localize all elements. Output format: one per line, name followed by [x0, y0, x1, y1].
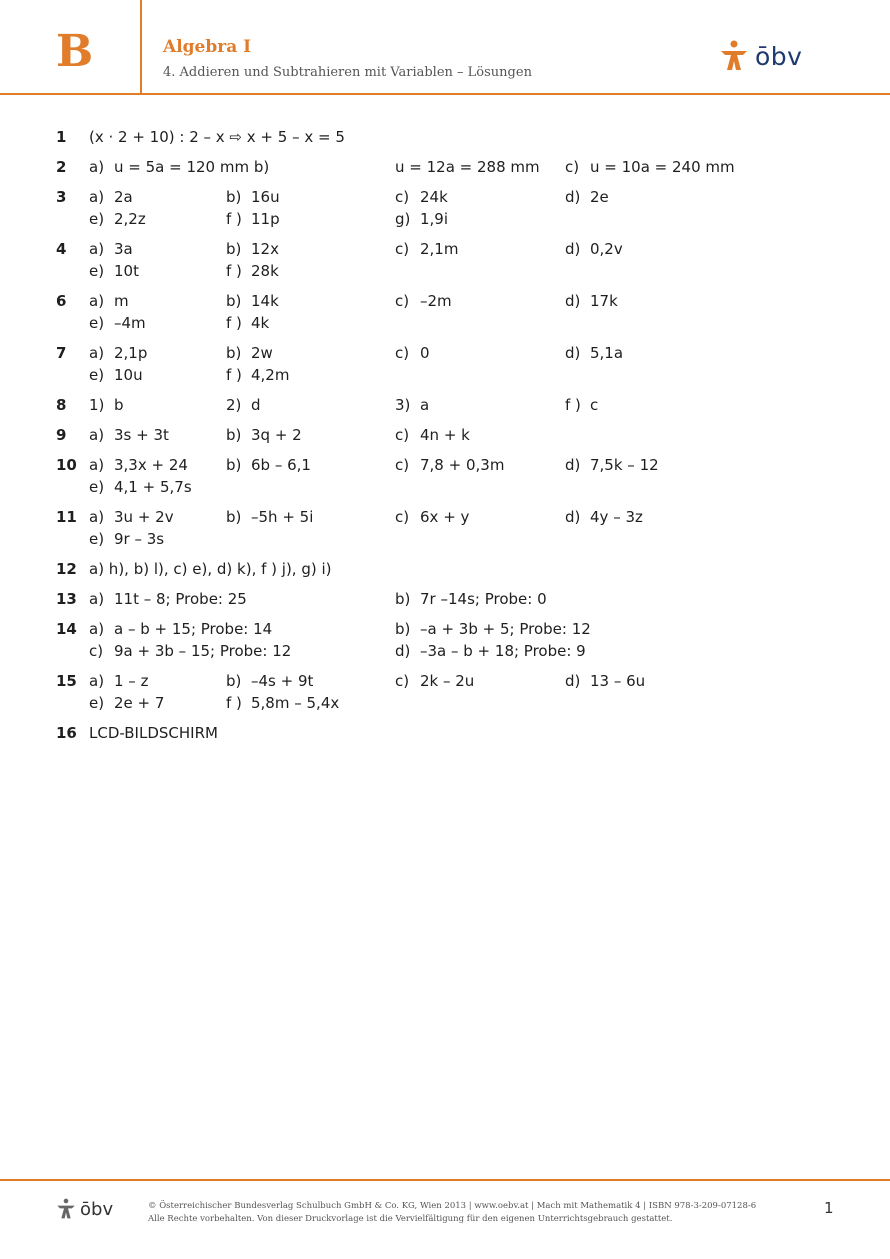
answer-cell — [395, 238, 458, 260]
answer-label: e) — [89, 530, 105, 548]
answer-cell — [89, 618, 272, 640]
answer-label: d) — [565, 292, 581, 310]
answer-text: 2k – 2u — [420, 672, 475, 690]
answer-label: f ) — [226, 262, 242, 280]
answer-cell — [565, 238, 623, 260]
answer-label: b) — [226, 188, 242, 206]
answer-text: 11p — [251, 210, 280, 228]
exercise-number: 9 — [56, 426, 67, 444]
answer-label: e) — [89, 366, 105, 384]
answer-text: 0,2v — [590, 240, 623, 258]
answer-text: 4k — [251, 314, 270, 332]
solution-row — [56, 312, 856, 334]
answer-label: f ) — [226, 210, 242, 228]
answer-text: 6x + y — [420, 508, 470, 526]
answer-cell — [226, 342, 273, 364]
solution-row — [56, 424, 856, 446]
answer-text: a — [420, 396, 430, 414]
answer-cell — [89, 394, 124, 416]
answer-label: d) — [565, 456, 581, 474]
exercise-number: 13 — [56, 590, 77, 608]
answer-cell — [565, 342, 623, 364]
answer-cell — [89, 238, 133, 260]
answer-text: 5,1a — [590, 344, 624, 362]
footer-rule — [0, 1179, 890, 1181]
answer-label: b) — [226, 508, 242, 526]
answer-cell — [395, 424, 470, 446]
exercise-number: 6 — [56, 292, 67, 310]
answer-cell — [226, 454, 311, 476]
answer-label: a) — [89, 188, 105, 206]
solution-row — [56, 126, 856, 148]
answer-cell — [226, 506, 313, 528]
answer-text: 16u — [251, 188, 280, 206]
exercise-number: 8 — [56, 396, 67, 414]
solution-row — [56, 260, 856, 282]
exercise-number: 2 — [56, 158, 67, 176]
solution-row — [56, 238, 856, 260]
answer-cell — [89, 424, 169, 446]
answer-text: 4n + k — [420, 426, 470, 444]
answer-label: b) — [226, 672, 242, 690]
answer-text: –5h + 5i — [251, 508, 314, 526]
answer-label: f ) — [226, 694, 242, 712]
answer-cell — [226, 238, 279, 260]
answer-label: a) — [89, 240, 105, 258]
answer-label: c) — [395, 240, 410, 258]
exercise-number: 15 — [56, 672, 77, 690]
answer-label: a) — [89, 292, 105, 310]
answer-text: 2,1m — [420, 240, 459, 258]
answer-label: c) — [395, 292, 410, 310]
solution-row — [56, 558, 856, 580]
answer-label: e) — [89, 478, 105, 496]
answer-text: 0 — [420, 344, 430, 362]
exercise-number: 16 — [56, 724, 77, 742]
answer-cell — [89, 156, 269, 178]
answer-cell — [226, 312, 269, 334]
exercise-number: 1 — [56, 128, 67, 146]
answer-text: 2,1p — [114, 344, 148, 362]
answer-cell — [395, 670, 474, 692]
answer-label: e) — [89, 210, 105, 228]
answer-label: c) — [395, 672, 410, 690]
answer-cell — [226, 260, 279, 282]
answer-text: 7,8 + 0,3m — [420, 456, 505, 474]
exercise-number: 12 — [56, 560, 77, 578]
answer-label: b) — [226, 456, 242, 474]
answer-label: b) — [226, 240, 242, 258]
solution-row — [56, 156, 856, 178]
answer-text: 6b – 6,1 — [251, 456, 311, 474]
answer-cell — [395, 588, 547, 610]
answer-text: LCD-BILDSCHIRM — [89, 724, 218, 742]
answer-label: a) — [89, 426, 105, 444]
answer-text: 2w — [251, 344, 273, 362]
answer-label: d) — [565, 672, 581, 690]
solution-row — [56, 364, 856, 386]
solution-row — [56, 722, 856, 744]
answer-cell — [395, 394, 429, 416]
page-number: 1 — [824, 1199, 834, 1217]
solution-row — [56, 528, 856, 550]
answer-cell — [395, 342, 430, 364]
page-title: Algebra I — [163, 37, 252, 57]
answer-text: 17k — [590, 292, 618, 310]
answer-label: d) — [565, 188, 581, 206]
answer-text: u = 12a = 288 mm — [395, 158, 540, 176]
solution-row — [56, 186, 856, 208]
solution-row — [56, 342, 856, 364]
answer-text: 4,1 + 5,7s — [114, 478, 192, 496]
answer-text: 3a — [114, 240, 133, 258]
answer-cell — [89, 588, 247, 610]
answer-text: 2,2z — [114, 210, 146, 228]
answer-cell — [89, 290, 129, 312]
answer-cell — [395, 186, 448, 208]
answer-cell — [89, 364, 143, 386]
answer-text: (x · 2 + 10) : 2 – x ⇨ x + 5 – x = 5 — [89, 128, 345, 146]
answer-text: 7,5k – 12 — [590, 456, 659, 474]
answer-text: 1,9i — [420, 210, 449, 228]
solution-row — [56, 454, 856, 476]
answer-cell — [395, 156, 540, 178]
answer-text: 10t — [114, 262, 139, 280]
answer-label: d) — [565, 344, 581, 362]
star-figure-icon — [56, 1198, 76, 1220]
answer-cell — [226, 208, 280, 230]
answer-text: 2a — [114, 188, 133, 206]
solutions-list — [56, 126, 856, 744]
answer-label: a) — [89, 456, 105, 474]
answer-text: c — [590, 396, 599, 414]
answer-text: 1 – z — [114, 672, 149, 690]
answer-label: 1) — [89, 396, 105, 414]
answer-label: d) — [565, 508, 581, 526]
answer-label: b) — [226, 426, 242, 444]
answer-label: d) — [395, 642, 411, 660]
answer-text: 10u — [114, 366, 143, 384]
oebv-logo — [719, 40, 802, 72]
solution-row — [56, 476, 856, 498]
answer-text: –2m — [420, 292, 452, 310]
answer-cell — [89, 312, 146, 334]
answer-cell — [565, 394, 598, 416]
answer-cell — [565, 186, 609, 208]
answer-label: c) — [89, 642, 104, 660]
answer-text: 2e — [590, 188, 609, 206]
answer-label: f ) — [226, 314, 242, 332]
footer-logo — [56, 1198, 113, 1220]
answer-cell — [565, 156, 735, 178]
exercise-number: 10 — [56, 456, 77, 474]
rights-line: Alle Rechte vorbehalten. Von dieser Druckvorlage ist die Vervielfältigung für den eigenen Unterrichtsgebrauch gestattet. — [148, 1214, 673, 1224]
answer-text: 9r – 3s — [114, 530, 165, 548]
exercise-number: 3 — [56, 188, 67, 206]
answer-text: –4m — [114, 314, 146, 332]
answer-text: 24k — [420, 188, 448, 206]
answer-label: a) — [89, 672, 105, 690]
answer-label: 3) — [395, 396, 411, 414]
answer-cell — [89, 506, 174, 528]
exercise-number: 11 — [56, 508, 77, 526]
answer-cell — [226, 424, 302, 446]
answer-cell — [395, 506, 469, 528]
exercise-number: 7 — [56, 344, 67, 362]
answer-text: –a + 3b + 5; Probe: 12 — [420, 620, 591, 638]
solution-row — [56, 208, 856, 230]
answer-cell — [565, 670, 645, 692]
answer-cell — [89, 558, 332, 580]
solution-row — [56, 670, 856, 692]
answer-text: 4y – 3z — [590, 508, 643, 526]
answer-label: b) — [226, 344, 242, 362]
answer-label: c) — [395, 426, 410, 444]
answer-label: e) — [89, 262, 105, 280]
answer-cell — [89, 186, 133, 208]
exercise-number: 4 — [56, 240, 67, 258]
answer-label: a) — [89, 508, 105, 526]
answer-label: a) — [89, 158, 105, 176]
answer-text: 2e + 7 — [114, 694, 165, 712]
answer-label: d) — [565, 240, 581, 258]
answer-label: c) — [565, 158, 580, 176]
answer-cell — [226, 394, 261, 416]
copyright-notice — [148, 1200, 756, 1226]
solution-row — [56, 290, 856, 312]
answer-cell — [89, 722, 218, 744]
answer-text: 3q + 2 — [251, 426, 302, 444]
answer-text: 4,2m — [251, 366, 290, 384]
answer-text: 3u + 2v — [114, 508, 174, 526]
answer-cell — [226, 290, 279, 312]
answer-text: u = 10a = 240 mm — [590, 158, 735, 176]
chapter-letter: B — [56, 26, 94, 77]
header-divider — [140, 0, 142, 94]
answer-text: a) h), b) l), c) e), d) k), f ) j), g) i) — [89, 560, 332, 578]
answer-text: –3a – b + 18; Probe: 9 — [420, 642, 586, 660]
answer-cell — [89, 208, 146, 230]
page-header — [0, 0, 890, 94]
answer-text: 12x — [251, 240, 279, 258]
answer-cell — [89, 260, 139, 282]
answer-label: b) — [395, 620, 411, 638]
footer-logo-text: ōbv — [80, 1198, 114, 1220]
answer-text: m — [114, 292, 129, 310]
answer-cell — [565, 290, 618, 312]
answer-text: 9a + 3b – 15; Probe: 12 — [114, 642, 292, 660]
answer-text: 11t – 8; Probe: 25 — [114, 590, 247, 608]
star-figure-icon — [719, 40, 749, 72]
answer-label: f ) — [226, 366, 242, 384]
answer-cell — [89, 640, 291, 662]
answer-cell — [395, 290, 452, 312]
answer-label: e) — [89, 694, 105, 712]
answer-cell — [395, 640, 586, 662]
answer-cell — [226, 670, 313, 692]
answer-text: 14k — [251, 292, 279, 310]
answer-text: 5,8m – 5,4x — [251, 694, 340, 712]
answer-cell — [395, 208, 448, 230]
solution-row — [56, 640, 856, 662]
answer-label: e) — [89, 314, 105, 332]
answer-label: a) — [89, 620, 105, 638]
answer-label: a) — [89, 590, 105, 608]
solution-row — [56, 506, 856, 528]
answer-cell — [89, 528, 164, 550]
answer-cell — [565, 506, 643, 528]
answer-text: b — [114, 396, 124, 414]
answer-text: d — [251, 396, 261, 414]
answer-cell — [395, 618, 591, 640]
answer-label: b) — [226, 292, 242, 310]
answer-text: 3s + 3t — [114, 426, 169, 444]
header-rule — [0, 93, 890, 95]
answer-label: c) — [395, 188, 410, 206]
answer-cell — [226, 186, 280, 208]
answer-label: a) — [89, 344, 105, 362]
logo-text: ōbv — [755, 41, 803, 71]
answer-text: 13 – 6u — [590, 672, 646, 690]
answer-cell — [89, 454, 188, 476]
answer-text: u = 5a = 120 mm b) — [114, 158, 270, 176]
solution-row — [56, 394, 856, 416]
answer-cell — [89, 476, 192, 498]
answer-cell — [89, 342, 147, 364]
answer-cell — [89, 692, 164, 714]
answer-cell — [89, 670, 148, 692]
solution-row — [56, 618, 856, 640]
answer-label: c) — [395, 456, 410, 474]
answer-cell — [226, 364, 289, 386]
answer-label: c) — [395, 344, 410, 362]
page-subtitle: 4. Addieren und Subtrahieren mit Variablen – Lösungen — [163, 65, 532, 80]
answer-label: g) — [395, 210, 411, 228]
answer-label: f ) — [565, 396, 581, 414]
answer-cell — [226, 692, 339, 714]
answer-cell — [395, 454, 504, 476]
answer-text: a – b + 15; Probe: 14 — [114, 620, 273, 638]
copyright-line: © Österreichischer Bundesverlag Schulbuch GmbH & Co. KG, Wien 2013 | www.oebv.at | Mach mit Mathematik 4 | ISBN 978-3-209-07128-6 — [148, 1201, 757, 1211]
answer-label: 2) — [226, 396, 242, 414]
answer-cell — [565, 454, 659, 476]
answer-text: 3,3x + 24 — [114, 456, 188, 474]
exercise-number: 14 — [56, 620, 77, 638]
solution-row — [56, 588, 856, 610]
answer-text: 28k — [251, 262, 279, 280]
answer-label: b) — [395, 590, 411, 608]
answer-cell — [89, 126, 345, 148]
solution-row — [56, 692, 856, 714]
answer-text: 7r –14s; Probe: 0 — [420, 590, 547, 608]
answer-label: c) — [395, 508, 410, 526]
answer-text: –4s + 9t — [251, 672, 314, 690]
